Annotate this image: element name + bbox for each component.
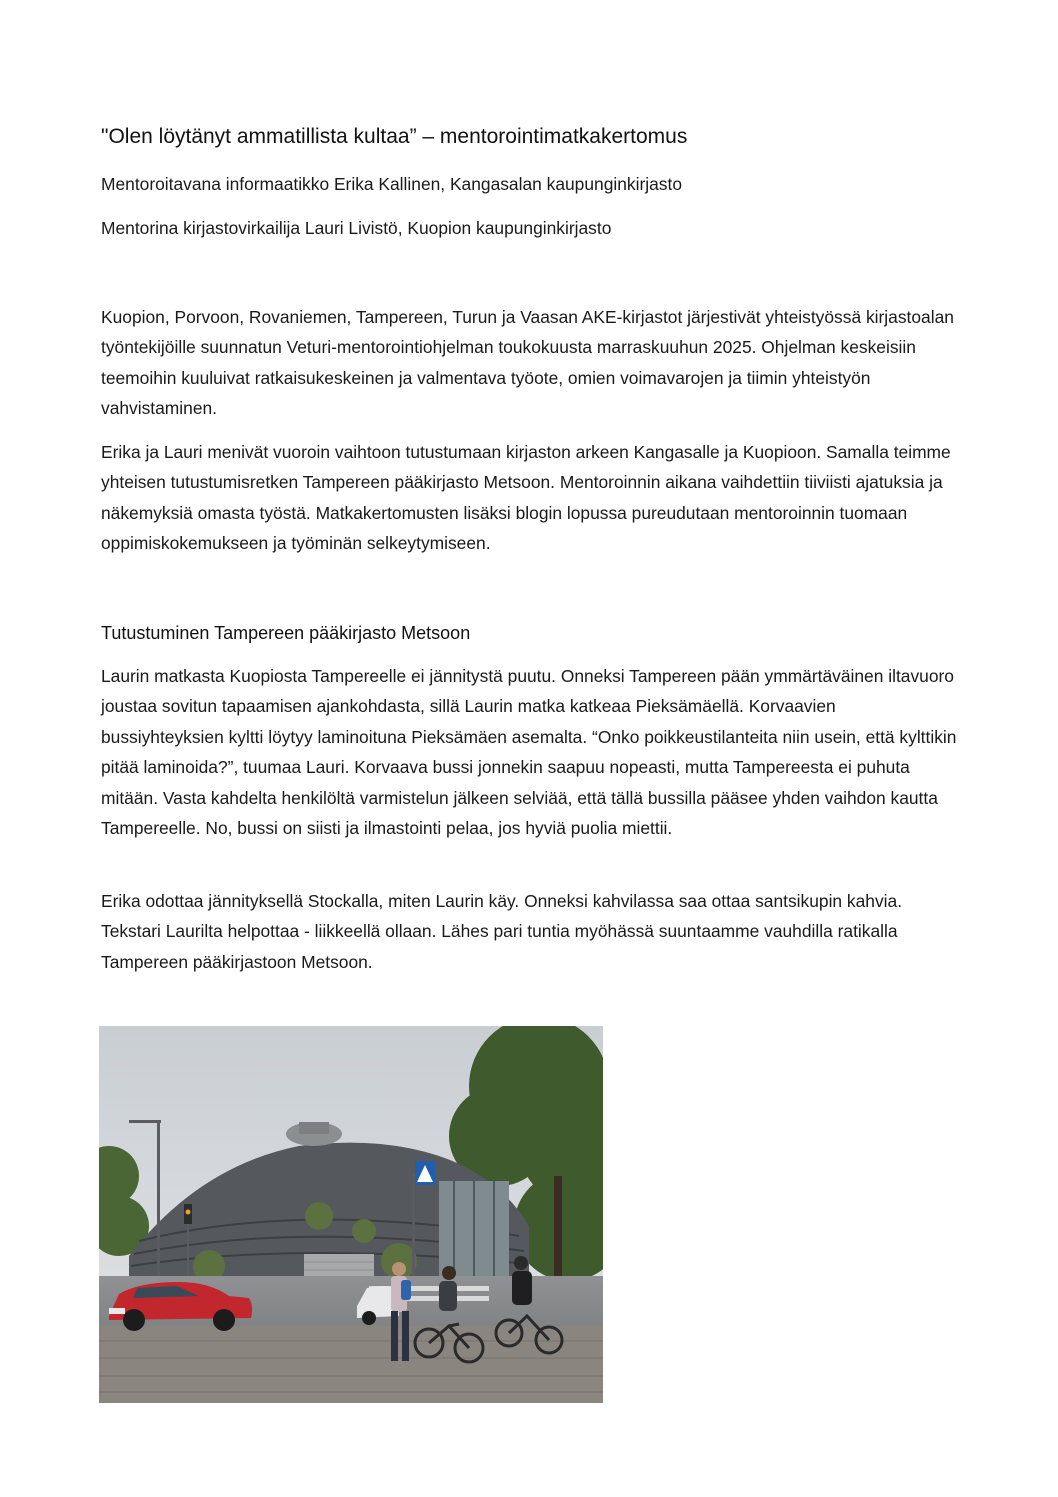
intro-paragraph-2: Erika ja Lauri menivät vuoroin vaihtoon tutustumaan kirjaston arkeen Kangasalle ja Kuopioon. Samalla teimme yhteisen tutustumisretken Tampereen pääkirjasto Metsoon. Mentoroinnin aikana vaihdettiin tiiviisti ajatuksia ja näkemyksiä omasta työstä. Matkakertomusten lisäksi blogin lopussa pureudutaan mentoroinnin tuomaan oppimiskokemukseen ja työminän selkeytymiseen. — [101, 442, 951, 554]
mentor-line: Mentorina kirjastovirkailija Lauri Livistö, Kuopion kaupunginkirjasto — [101, 218, 612, 238]
section-heading: Tutustuminen Tampereen pääkirjasto Metsoon — [101, 623, 471, 643]
intro-paragraph-1: Kuopion, Porvoon, Rovaniemen, Tampereen, Turun ja Vaasan AKE-kirjastot järjestivät yhteistyössä kirjastoalan työntekijöille suunnatun Veturi-mentorointiohjelman toukokuusta marraskuuhun 2025. Ohjelman keskeisiin teemoihin kuuluivat ratkaisukeskeinen ja valmentava työote, omien voimavarojen ja tiimin yhteistyön vahvistaminen. — [101, 307, 954, 419]
mentee-line: Mentoroitavana informaatikko Erika Kallinen, Kangasalan kaupunginkirjasto — [101, 174, 682, 194]
library-photo — [99, 1026, 603, 1403]
section-paragraph-2: Erika odottaa jännityksellä Stockalla, miten Laurin käy. Onneksi kahvilassa saa ottaa santsikupin kahvia. Tekstari Laurilta helpottaa - liikkeellä ollaan. Lähes pari tuntia myöhässä suuntaamme vauhdilla ratikalla Tampereen pääkirjastoon Metsoon. — [101, 891, 903, 972]
article-title: "Olen löytänyt ammatillista kultaa” – mentorointimatkakertomus — [101, 125, 688, 148]
section-paragraph-1: Laurin matkasta Kuopiosta Tampereelle ei jännitystä puutu. Onneksi Tampereen pään ymmärtäväinen iltavuoro joustaa sovitun tapaamisen ajankohdasta, sillä Laurin matka katkeaa Pieksämäellä. Korvaavien bussiyhteyksien kyltti löytyy laminoituna Pieksämäen asemalta. “Onko poikkeustilanteita niin usein, että kylttikin pitää laminoida?”, tuumaa Lauri. Korvaava bussi jonnekin saapuu nopeasti, mutta Tampereesta ei puhuta mitään. Vasta kahdelta henkilöltä varmistelun jälkeen selviää, että tällä bussilla pääsee yhden vaihdon kautta Tampereelle. No, bussi on siisti ja ilmastointi pelaa, jos hyviä puolia miettii. — [101, 666, 957, 839]
